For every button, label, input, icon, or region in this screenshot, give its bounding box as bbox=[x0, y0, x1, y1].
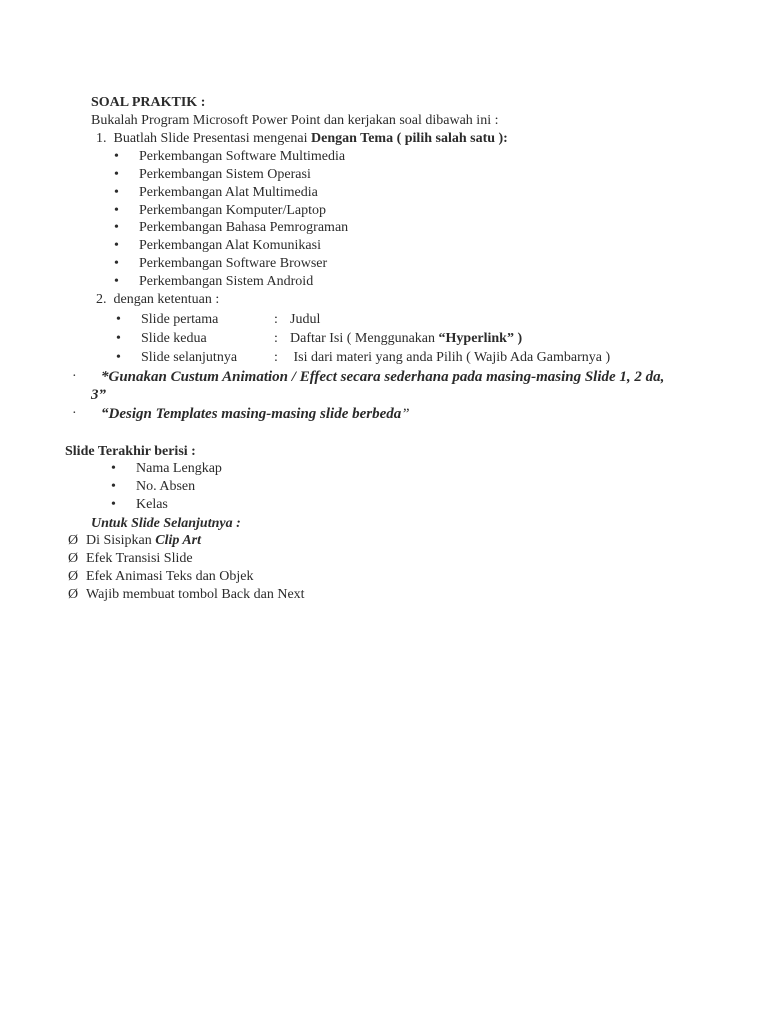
rule-label: Slide pertama bbox=[141, 312, 219, 327]
rule-value: Isi dari materi yang anda Pilih ( Wajib Ada Gambarnya ) bbox=[290, 350, 611, 365]
topic-item: • Perkembangan Alat Multimedia bbox=[139, 184, 318, 202]
note-2-bold: “Design Templates masing-masing slide berbeda bbox=[101, 406, 402, 422]
last-slide-item: • No. Absen bbox=[136, 478, 195, 496]
note-1-line-1: *Gunakan Custum Animation / Effect secara sederhana pada masing-masing Slide 1, 2 da, bbox=[101, 369, 665, 385]
doc-title: SOAL PRAKTIK : bbox=[91, 95, 206, 110]
topic-item: • Perkembangan Software Browser bbox=[139, 255, 327, 273]
rule-sep: : bbox=[274, 350, 278, 365]
item-2-text: dengan ketentuan : bbox=[113, 292, 220, 307]
item-1-prefix: Buatlah Slide Presentasi mengenai bbox=[113, 131, 312, 146]
note-1-line-2: 3” bbox=[91, 387, 106, 403]
topic-item: • Perkembangan Software Multimedia bbox=[139, 148, 345, 166]
last-slide-heading: Slide Terakhir berisi : bbox=[65, 444, 196, 459]
rule-row bbox=[141, 349, 610, 367]
item-1 bbox=[96, 130, 508, 148]
next-slide-item bbox=[86, 532, 201, 550]
note-2-end: ” bbox=[401, 406, 410, 422]
item-2-number: 2. bbox=[96, 292, 107, 307]
note-marker: · bbox=[72, 369, 77, 384]
next-slides-heading: Untuk Slide Selanjutnya : bbox=[91, 516, 241, 531]
next-item-prefix: Di Sisipkan bbox=[86, 533, 156, 548]
rule-sep: : bbox=[274, 331, 278, 346]
omega-marker: Ø bbox=[68, 551, 79, 566]
intro-text: Bukalah Program Microsoft Power Point dan kerjakan soal dibawah ini : bbox=[91, 113, 499, 128]
last-slide-item: • Nama Lengkap bbox=[136, 460, 222, 478]
topic-item: • Perkembangan Komputer/Laptop bbox=[139, 202, 326, 220]
item-1-number: 1. bbox=[96, 131, 107, 146]
topic-item: • Perkembangan Alat Komunikasi bbox=[139, 237, 321, 255]
note-marker: · bbox=[72, 406, 77, 421]
rule-label: Slide kedua bbox=[141, 331, 207, 346]
omega-marker: Ø bbox=[68, 569, 79, 584]
rule-value: Daftar Isi ( Menggunakan bbox=[290, 331, 439, 346]
last-slide-item: • Kelas bbox=[136, 496, 168, 514]
omega-marker: Ø bbox=[68, 533, 79, 548]
next-slide-item: Efek Animasi Teks dan Objek bbox=[86, 569, 254, 584]
item-1-bold: Dengan Tema ( pilih salah satu ): bbox=[311, 131, 508, 146]
next-slide-item: Efek Transisi Slide bbox=[86, 551, 193, 566]
rule-sep: : bbox=[274, 312, 278, 327]
rule-label: Slide selanjutnya bbox=[141, 350, 238, 365]
item-2 bbox=[96, 291, 219, 309]
topic-item: • Perkembangan Sistem Android bbox=[139, 273, 313, 291]
topic-item: • Perkembangan Sistem Operasi bbox=[139, 166, 311, 184]
omega-marker: Ø bbox=[68, 587, 79, 602]
rule-row bbox=[141, 330, 522, 348]
topic-item: • Perkembangan Bahasa Pemrograman bbox=[139, 219, 348, 237]
note-2 bbox=[101, 405, 410, 423]
rule-value: Judul bbox=[290, 312, 321, 327]
next-item-bold: Clip Art bbox=[155, 533, 202, 548]
next-slide-item: Wajib membuat tombol Back dan Next bbox=[86, 587, 305, 602]
rule-row bbox=[141, 311, 320, 329]
rule-value-bold: “Hyperlink” ) bbox=[438, 331, 523, 346]
